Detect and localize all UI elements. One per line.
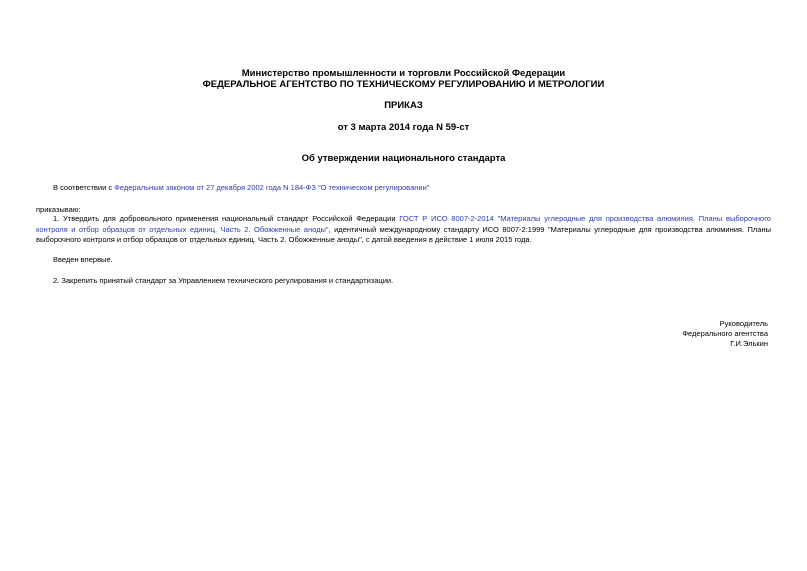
item-1-suffix: , идентичный международному стандарту ИСО 8007-2:1999 "Материалы углеродные для производства алюминия. Планы выборочного контроля и отбор образцов от отдельных единиц. Часть 2. Обожженные аноды", с датой введения в действие 1 июля 2015 года. [36, 224, 771, 244]
item-2-paragraph: 2. Закрепить принятый стандарт за Управлением технического регулирования и стандартизации. [53, 276, 394, 285]
doc-title-heading: Об утверждении национального стандарта [301, 153, 506, 164]
doc-date-heading: от 3 марта 2014 года N 59-ст [337, 122, 470, 133]
order-word: приказываю: [36, 205, 81, 214]
first-time-note: Введен впервые. [53, 255, 113, 264]
doc-type-heading: ПРИКАЗ [384, 100, 423, 111]
signature-agency: Федерального агентства [682, 329, 768, 338]
federal-law-link[interactable]: Федеральным законом от 27 декабря 2002 года N 184-ФЗ "О техническом регулировании" [114, 183, 430, 192]
preamble-paragraph [53, 183, 429, 193]
standard-link[interactable]: ГОСТ Р ИСО 8007-2-2014 "Материалы углеродные для производства алюминия. Планы выборочного контроля и отбор образцов от отдельных единиц. Часть 2. Обожженные аноды" [36, 214, 771, 234]
item-1-prefix: 1. Утвердить для добровольного применения национальный стандарт Российской Федерации [53, 214, 400, 223]
preamble-prefix: В соответствии с [53, 183, 115, 192]
agency-heading: ФЕДЕРАЛЬНОЕ АГЕНТСТВО ПО ТЕХНИЧЕСКОМУ РЕГУЛИРОВАНИЮ И МЕТРОЛОГИИ [202, 79, 605, 90]
signature-title: Руководитель [719, 319, 768, 328]
signature-name: Г.И.Элькин [730, 339, 768, 348]
ministry-heading: Министерство промышленности и торговли Российской Федерации [241, 68, 566, 79]
item-1-paragraph [36, 214, 771, 246]
